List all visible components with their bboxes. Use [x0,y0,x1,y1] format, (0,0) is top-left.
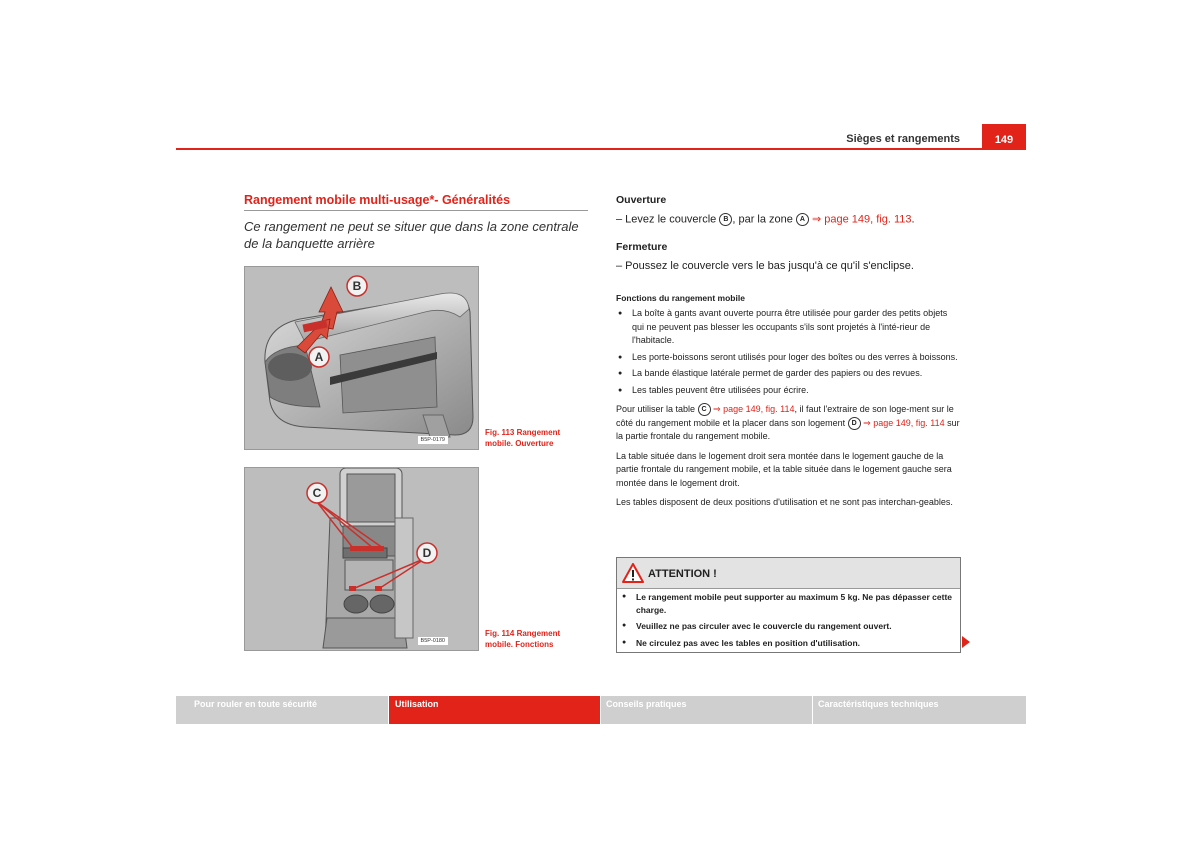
figure-113-caption [485,427,560,449]
figure-113 [244,266,479,450]
ouverture-heading: Ouverture [616,194,667,206]
armrest-functions-illustration [245,468,478,650]
attention-box [616,557,961,653]
label-a: A [314,350,324,364]
caption-line: mobile. Fonctions [485,640,554,649]
ref-circle-b: B [719,213,732,226]
figure-114-caption [485,628,560,650]
continue-arrow-icon [962,636,970,648]
list-item: ● La boîte à gants avant ouverte pourra être utilisée pour garder des petits objets qui ne peuvent pas blesser les occupants s'ils sont projetés à l'inté-rieur de l'habitacle. [616,307,960,348]
page-reference-link[interactable]: ⇒ page 149, fig. 114 [710,404,795,414]
figure-code: B5P-0180 [418,637,448,645]
fonctions-list [616,307,960,510]
list-item: ● Les tables peuvent être utilisées pour écrire. [616,384,960,398]
attention-item: ● Veuillez ne pas circuler avec le couvercle du rangement ouvert. [617,620,960,633]
para-text: , il faut l'extraire de son loge-ment sur le côté du rangement mobile et la placer dans son logement [616,404,954,428]
paragraph-table-mounting: La table située dans le logement droit sera montée dans le logement gauche de la partie frontale du rangement mobile, et la table située dans le logement gauche sera montée dans le logement droit. [616,450,952,488]
step-text: – Levez le couvercle [616,213,720,226]
attention-title: ATTENTION ! [648,568,717,580]
step-text: , par la zone [732,213,796,226]
section-title: Rangement mobile multi-usage*- Généralités [244,193,588,211]
page-number: 149 [982,124,1026,150]
list-item: ● La bande élastique latérale permet de garder des papiers ou des revues. [616,367,960,381]
caption-line: Fig. 113 Rangement [485,428,561,437]
page-reference-link[interactable]: ⇒ page 149, fig. 113 [808,213,912,226]
label-b: B [352,279,362,293]
attention-body [617,589,960,649]
attention-header [617,558,960,589]
para-text: sur la partie frontale du rangement mobile. [616,417,960,441]
tab-caracteristiques[interactable]: Caractéristiques techniques [813,696,1026,724]
list-item: ● Les porte-boissons seront utilisés pour loger des boîtes ou des verres à boissons. [616,351,960,365]
ref-circle-c: C [698,403,711,416]
ref-circle-a: A [796,213,809,226]
figure-code: B5P-0179 [418,436,448,444]
tab-securite[interactable]: Pour rouler en toute sécurité [176,696,388,724]
fermeture-step: – Poussez le couvercle vers le bas jusqu'à ce qu'il s'enclipse. [616,260,914,272]
paragraph-table-positions: Les tables disposent de deux positions d'utilisation et ne sont pas interchan-geables. [616,497,953,507]
figure-114 [244,467,479,651]
para-text: Pour utiliser la table [616,404,698,414]
tab-utilisation[interactable]: Utilisation [389,696,600,724]
paragraph-table-usage [616,403,960,444]
ref-circle-d: D [848,417,861,430]
header-rule [176,148,1026,150]
caption-line: Fig. 114 Rangement [485,629,561,638]
tab-conseils[interactable]: Conseils pratiques [601,696,812,724]
attention-item: ● Ne circulez pas avec les tables en position d'utilisation. [617,637,960,650]
label-c: C [312,486,322,500]
ouverture-step [616,213,960,227]
fermeture-heading: Fermeture [616,241,668,253]
fonctions-heading: Fonctions du rangement mobile [616,293,745,303]
label-d: D [422,546,432,560]
running-header-title: Sièges et rangements [846,133,960,145]
intro-text: Ce rangement ne peut se situer que dans la zone centrale de la banquette arrière [244,219,579,251]
armrest-opening-illustration [245,267,478,449]
step-text: . [911,213,915,226]
warning-triangle-icon [622,563,644,583]
page-reference-link[interactable]: ⇒ page 149, fig. 114 [863,417,945,428]
caption-line: mobile. Ouverture [485,439,554,448]
attention-item: ● Le rangement mobile peut supporter au maximum 5 kg. Ne pas dépasser cette charge. [617,591,960,616]
